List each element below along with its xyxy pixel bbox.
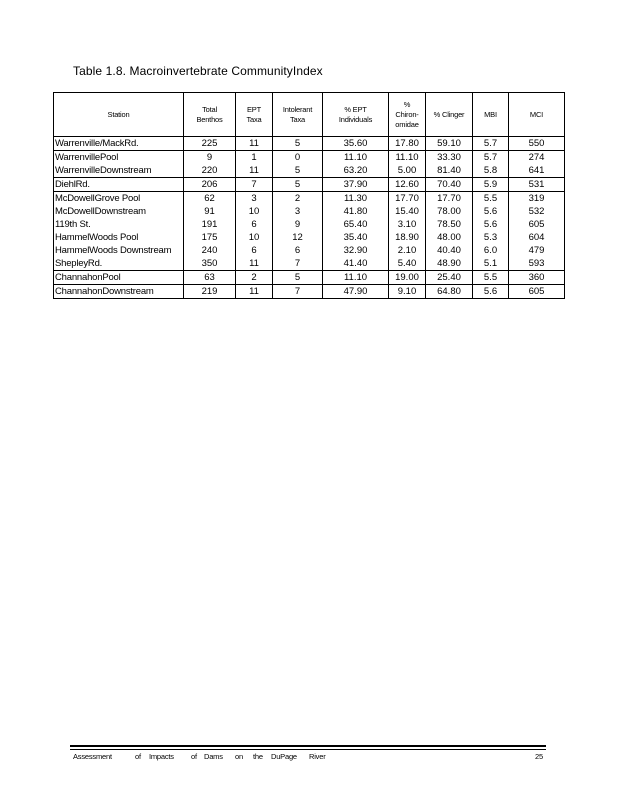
total-benthos-cell: 62 [184,192,236,206]
ept-taxa-cell: 11 [236,137,273,151]
pct-clinger-cell: 70.40 [426,178,473,192]
pct-chironomidae-cell: 2.10 [389,244,426,257]
header-pct-ept: % EPT Individuals [323,93,389,137]
station-cell: ShepleyRd. [54,257,184,271]
ept-taxa-cell: 11 [236,257,273,271]
footer-rule-thin [70,749,546,750]
pct-ept-cell: 35.40 [323,231,389,244]
intolerant-taxa-cell: 3 [273,205,323,218]
header-mbi: MBI [473,93,509,137]
pct-ept-cell: 37.90 [323,178,389,192]
station-cell: 119th St. [54,218,184,231]
pct-chironomidae-cell: 17.80 [389,137,426,151]
pct-chironomidae-cell: 18.90 [389,231,426,244]
ept-taxa-cell: 7 [236,178,273,192]
pct-clinger-cell: 48.00 [426,231,473,244]
total-benthos-cell: 219 [184,285,236,299]
table-row [54,231,565,244]
total-benthos-cell: 225 [184,137,236,151]
ept-taxa-cell: 11 [236,164,273,178]
mbi-cell: 5.6 [473,285,509,299]
table-row [54,271,565,285]
table-row [54,205,565,218]
station-cell: McDowellDownstream [54,205,184,218]
table-header-row [54,93,565,137]
intolerant-taxa-cell: 12 [273,231,323,244]
intolerant-taxa-cell: 5 [273,137,323,151]
header-ept-taxa: EPT Taxa [236,93,273,137]
pct-ept-cell: 11.30 [323,192,389,206]
station-cell: HammelWoods Pool [54,231,184,244]
mci-cell: 319 [509,192,565,206]
table-row [54,151,565,165]
table-row [54,257,565,271]
pct-chironomidae-cell: 9.10 [389,285,426,299]
page-number: 25 [535,752,543,761]
station-cell: ChannahonPool [54,271,184,285]
macroinvertebrate-table [53,92,565,299]
mci-cell: 605 [509,285,565,299]
ept-taxa-cell: 11 [236,285,273,299]
mbi-cell: 5.8 [473,164,509,178]
station-cell: WarrenvillePool [54,151,184,165]
pct-clinger-cell: 17.70 [426,192,473,206]
pct-chironomidae-cell: 5.00 [389,164,426,178]
station-cell: HammelWoods Downstream [54,244,184,257]
mci-cell: 604 [509,231,565,244]
footer-rule-thick [70,745,546,747]
footer-word: the [253,752,263,761]
table-title: Table 1.8. Macroinvertebrate CommunityIndex [73,64,323,78]
mbi-cell: 5.1 [473,257,509,271]
pct-ept-cell: 32.90 [323,244,389,257]
table-row [54,244,565,257]
table-row [54,164,565,178]
mci-cell: 479 [509,244,565,257]
total-benthos-cell: 191 [184,218,236,231]
footer-word: River [309,752,326,761]
pct-clinger-cell: 78.00 [426,205,473,218]
station-cell: DiehlRd. [54,178,184,192]
mci-cell: 531 [509,178,565,192]
total-benthos-cell: 9 [184,151,236,165]
intolerant-taxa-cell: 5 [273,271,323,285]
footer-word: of [191,752,197,761]
table-body [54,137,565,299]
pct-clinger-cell: 78.50 [426,218,473,231]
footer-word: Impacts [149,752,174,761]
header-pct-chironomidae: % Chiron- omidae [389,93,426,137]
intolerant-taxa-cell: 2 [273,192,323,206]
pct-ept-cell: 35.60 [323,137,389,151]
mci-cell: 605 [509,218,565,231]
mbi-cell: 5.5 [473,271,509,285]
table-row [54,218,565,231]
total-benthos-cell: 63 [184,271,236,285]
total-benthos-cell: 350 [184,257,236,271]
pct-clinger-cell: 64.80 [426,285,473,299]
pct-ept-cell: 11.10 [323,151,389,165]
total-benthos-cell: 91 [184,205,236,218]
mbi-cell: 5.6 [473,218,509,231]
mbi-cell: 5.5 [473,192,509,206]
pct-chironomidae-cell: 12.60 [389,178,426,192]
mci-cell: 274 [509,151,565,165]
mbi-cell: 5.7 [473,137,509,151]
pct-ept-cell: 47.90 [323,285,389,299]
station-cell: McDowellGrove Pool [54,192,184,206]
mci-cell: 360 [509,271,565,285]
pct-clinger-cell: 48.90 [426,257,473,271]
mci-cell: 550 [509,137,565,151]
header-station: Station [54,93,184,137]
ept-taxa-cell: 3 [236,192,273,206]
header-mci: MCI [509,93,565,137]
pct-chironomidae-cell: 15.40 [389,205,426,218]
total-benthos-cell: 240 [184,244,236,257]
intolerant-taxa-cell: 7 [273,285,323,299]
ept-taxa-cell: 6 [236,218,273,231]
mci-cell: 641 [509,164,565,178]
table-row [54,178,565,192]
station-cell: ChannahonDownstream [54,285,184,299]
intolerant-taxa-cell: 5 [273,178,323,192]
footer-word: DuPage [271,752,297,761]
ept-taxa-cell: 2 [236,271,273,285]
footer-word: Dams [204,752,223,761]
table-row [54,137,565,151]
pct-clinger-cell: 25.40 [426,271,473,285]
intolerant-taxa-cell: 5 [273,164,323,178]
pct-chironomidae-cell: 11.10 [389,151,426,165]
ept-taxa-cell: 1 [236,151,273,165]
mbi-cell: 5.6 [473,205,509,218]
intolerant-taxa-cell: 0 [273,151,323,165]
pct-ept-cell: 63.20 [323,164,389,178]
mci-cell: 593 [509,257,565,271]
header-intolerant-taxa: Intolerant Taxa [273,93,323,137]
mbi-cell: 5.9 [473,178,509,192]
pct-chironomidae-cell: 19.00 [389,271,426,285]
pct-chironomidae-cell: 17.70 [389,192,426,206]
table-row [54,192,565,206]
total-benthos-cell: 206 [184,178,236,192]
ept-taxa-cell: 10 [236,205,273,218]
pct-chironomidae-cell: 5.40 [389,257,426,271]
total-benthos-cell: 220 [184,164,236,178]
total-benthos-cell: 175 [184,231,236,244]
mci-cell: 532 [509,205,565,218]
pct-ept-cell: 41.80 [323,205,389,218]
mbi-cell: 5.3 [473,231,509,244]
pct-clinger-cell: 81.40 [426,164,473,178]
station-cell: WarrenvilleDownstream [54,164,184,178]
ept-taxa-cell: 6 [236,244,273,257]
footer-word: Assessment [73,752,112,761]
intolerant-taxa-cell: 6 [273,244,323,257]
pct-clinger-cell: 33.30 [426,151,473,165]
pct-clinger-cell: 59.10 [426,137,473,151]
mbi-cell: 6.0 [473,244,509,257]
pct-chironomidae-cell: 3.10 [389,218,426,231]
ept-taxa-cell: 10 [236,231,273,244]
footer-word: on [235,752,243,761]
header-pct-clinger: % Clinger [426,93,473,137]
pct-clinger-cell: 40.40 [426,244,473,257]
header-total-benthos: Total Benthos [184,93,236,137]
mbi-cell: 5.7 [473,151,509,165]
intolerant-taxa-cell: 9 [273,218,323,231]
pct-ept-cell: 41.40 [323,257,389,271]
table-row [54,285,565,299]
pct-ept-cell: 65.40 [323,218,389,231]
intolerant-taxa-cell: 7 [273,257,323,271]
station-cell: Warrenville/MackRd. [54,137,184,151]
pct-ept-cell: 11.10 [323,271,389,285]
footer-word: of [135,752,141,761]
